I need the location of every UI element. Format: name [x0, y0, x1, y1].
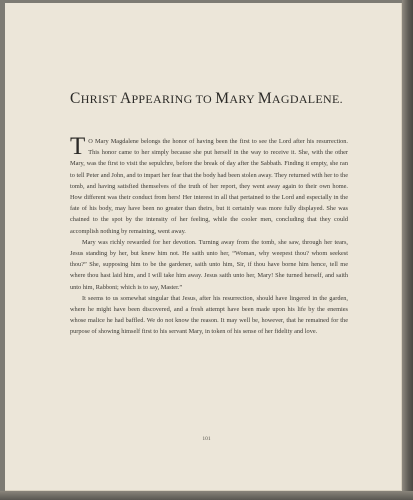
title-part: PPEARING TO [131, 92, 216, 106]
page-number: 101 [202, 436, 211, 442]
drop-cap: T [70, 133, 86, 160]
title-part: M [215, 90, 230, 107]
title-part: AGDALENE. [271, 92, 343, 106]
title-part: HRIST [80, 92, 120, 106]
page-edge-right [402, 0, 413, 500]
page-edge-bottom [0, 491, 413, 500]
paragraph [70, 133, 348, 237]
title-part: M [257, 90, 272, 107]
body-text [70, 133, 348, 338]
title-part: A [119, 90, 132, 107]
paragraph: It seems to us somewhat singular that Jesus, after his resurrection, should have lingered in the garden, where he might have been discovered, and a fresh attempt have been made upon his life by the enemies whose malice he had baffled. We do not know the reason. It may well be, however, that he remained for the purpose of showing himself first to his servant Mary, in token of his sense of her fidelity and love. [70, 294, 348, 336]
paragraph-text: O Mary Magdalene belongs the honor of having been the first to see the Lord after his resurrection. This honor came to her simply because she put herself in the way to receive it. She, with the other Mary, was the first to visit the sepulchre, before the break of day after the Sabbath. Finding it empty, she ran to tell Peter and John, and to impart her fear that the body had been stolen away. They returned with her to the tomb, and having satisfied themselves of the truth of her report, they went away again to their own home. How different was their conduct from hers! Her interest in all that pertained to the Lord and especially in the fate of his body, may have been no greater than theirs, but it certainly was more fully displayed. She was chained to the spot by the intensity of her feeling, while the cooler men, concluding that they could accomplish nothing by remaining, went away. [70, 138, 348, 235]
paragraph: Mary was richly rewarded for her devotion. Turning away from the tomb, she saw, through her tears, Jesus standing by her, but knew him not. He saith unto her, “Woman, why weepest thou? whom seekest thou?” She, supposing him to be the gardener, saith unto him, Sir, if thou have borne him hence, tell me where thou hast laid him, and I will take him away. Jesus saith unto her, Mary! She turned herself, and saith unto him, Rabboni; which is to say, Master.” [70, 238, 348, 291]
title-part: ARY [229, 92, 258, 106]
title-part: C [70, 90, 81, 107]
chapter-title [0, 90, 413, 108]
